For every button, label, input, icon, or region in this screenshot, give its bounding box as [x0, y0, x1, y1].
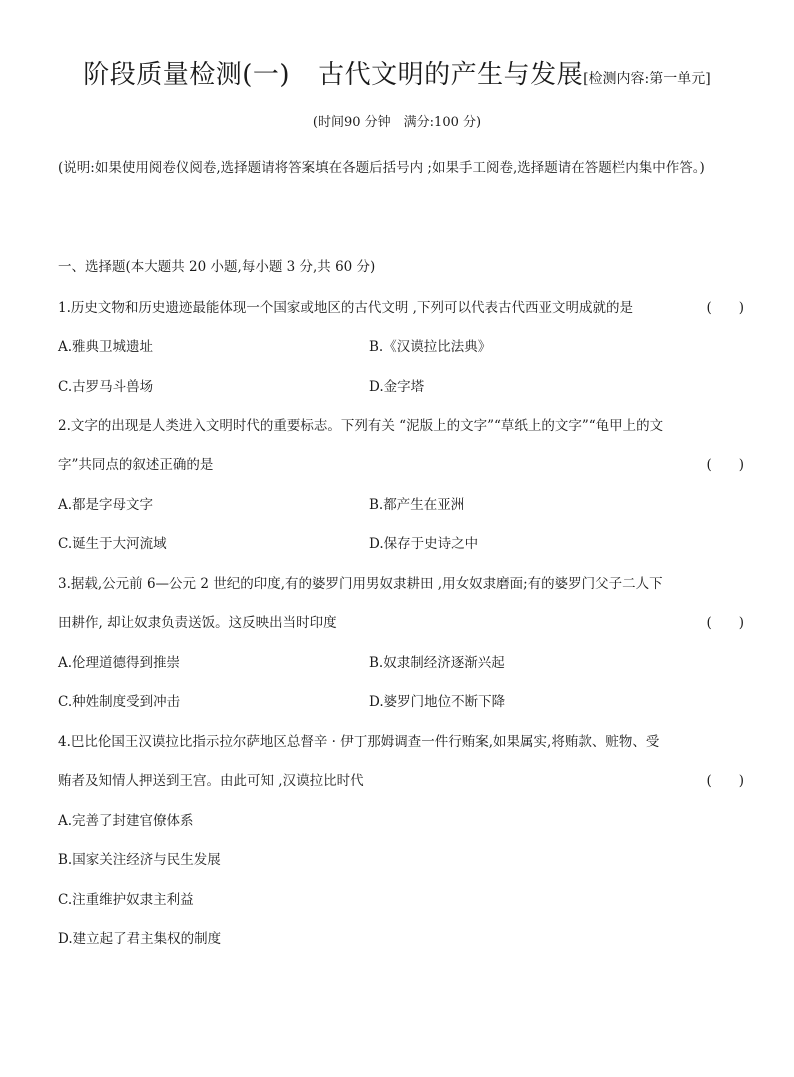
option-c: C.注重维护奴隶主利益	[58, 892, 194, 908]
option-d: D.婆罗门地位不断下降	[369, 694, 506, 710]
question-text: 2.文字的出现是人类进入文明时代的重要标志。下列有关 “泥版上的文字”“草纸上的文字”“龟甲上的文	[58, 418, 664, 434]
option-b: B.都产生在亚洲	[369, 497, 465, 513]
question-text: 田耕作, 却让奴隶负责送饭。这反映出当时印度	[58, 615, 337, 631]
option-c: C.诞生于大河流域	[58, 536, 167, 552]
question-2-cont	[58, 455, 744, 475]
option-b: B.奴隶制经济逐渐兴起	[369, 655, 505, 671]
answer-paren: ( )	[706, 615, 744, 631]
option-b: B.《汉谟拉比法典》	[369, 339, 492, 355]
option-a: A.完善了封建官僚体系	[58, 813, 194, 829]
answer-paren: ( )	[706, 300, 744, 316]
option-a: A.都是字母文字	[58, 497, 154, 513]
answer-paren: ( )	[706, 773, 744, 789]
option-a: A.雅典卫城遗址	[58, 339, 154, 355]
question-2	[58, 416, 744, 436]
title-note: [检测内容:第一单元]	[583, 71, 711, 87]
option-d: D.建立起了君主集权的制度	[58, 931, 222, 947]
instructions: (说明:如果使用阅卷仪阅卷,选择题请将答案填在各题后括号内 ;如果手工阅卷,选择题请在答题栏内集中作答。)	[58, 160, 705, 176]
option-b: B.国家关注经济与民生发展	[58, 852, 221, 868]
question-4	[58, 732, 744, 752]
question-text: 4.巴比伦国王汉谟拉比指示拉尔萨地区总督辛 · 伊丁那姆调查一件行贿案,如果属实,将贿款、赃物、受	[58, 734, 660, 750]
title-label: 阶段质量检测(一)	[83, 60, 291, 90]
section-heading: 一、选择题(本大题共 20 小题,每小题 3 分,共 60 分)	[58, 259, 376, 275]
option-d: D.金字塔	[369, 379, 425, 395]
option-c: C.古罗马斗兽场	[58, 379, 154, 395]
question-text: 1.历史文物和历史遗迹最能体现一个国家或地区的古代文明 ,下列可以代表古代西亚文明成就的是	[58, 300, 633, 316]
title-main: 古代文明的产生与发展	[318, 60, 584, 90]
question-4-cont	[58, 771, 744, 791]
option-d: D.保存于史诗之中	[369, 536, 479, 552]
question-3-cont	[58, 613, 744, 633]
question-text: 3.据载,公元前 6—公元 2 世纪的印度,有的婆罗门用男奴隶耕田 ,用女奴隶磨面;有的婆罗门父子二人下	[58, 576, 663, 592]
question-3	[58, 574, 744, 594]
question-text: 字”共同点的叙述正确的是	[58, 457, 214, 473]
answer-paren: ( )	[706, 457, 744, 473]
page-title	[0, 58, 794, 96]
question-1	[58, 298, 744, 318]
question-text: 贿者及知情人押送到王宫。由此可知 ,汉谟拉比时代	[58, 773, 364, 789]
exam-time-score: (时间90 分钟 满分:100 分)	[312, 115, 482, 130]
option-c: C.种姓制度受到冲击	[58, 694, 181, 710]
option-a: A.伦理道德得到推崇	[58, 655, 181, 671]
